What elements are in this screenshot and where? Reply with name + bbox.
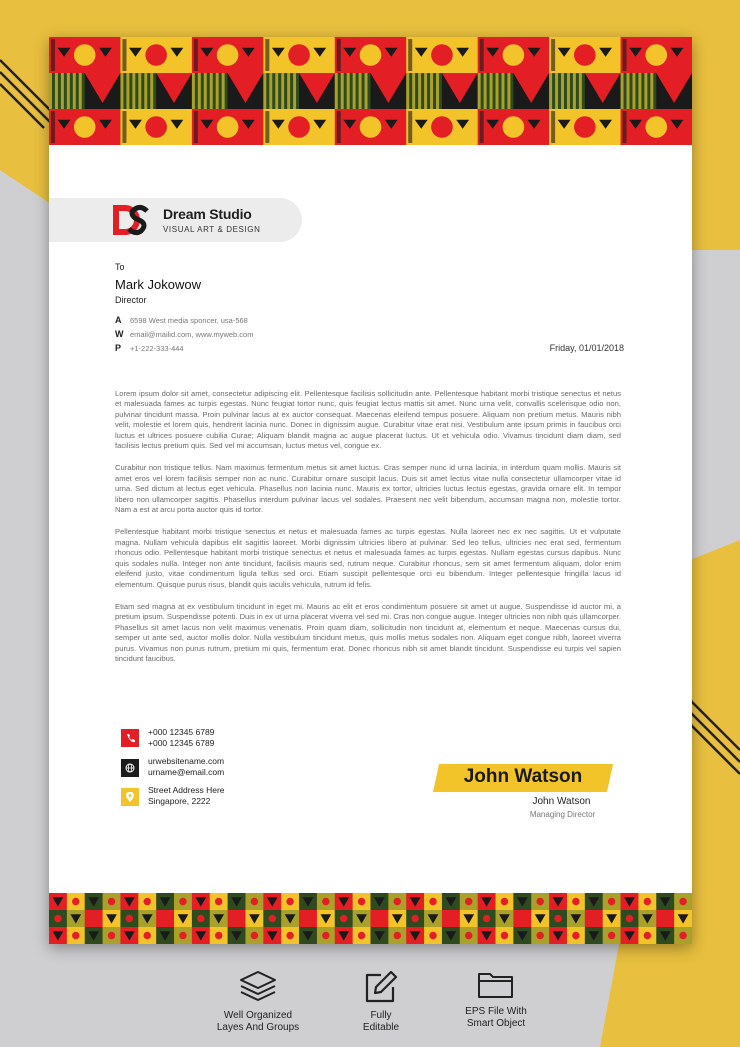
logo-mark <box>111 203 151 237</box>
folder-icon <box>477 970 515 1000</box>
recipient-phone: P +1-222-333-444 <box>115 343 184 353</box>
feature-eps: EPS File With Smart Object <box>446 970 546 1030</box>
top-pattern-band <box>49 37 692 145</box>
signatory-name: John Watson <box>532 796 591 807</box>
logo-block <box>49 198 302 242</box>
bottom-pattern-band <box>49 893 692 944</box>
recipient-name: Mark Jokowow <box>115 277 201 292</box>
sender-web: urwebsitename.com urname@email.com <box>148 756 225 777</box>
body-paragraph: Lorem ipsum dolor sit amet, consectetur adipiscing elit. Pellentesque facilisis sollicitudin ante. Pellentesque habitant morbi tristique senectus et netus et malesuada fames ac turpis egestas. Nunc feugiat tortor nunc, quis feugiat lectus mattis sit amet. Nunc urna velit, convallis scelerisque odio non, pulvinar tincidunt massa. Proin pulvinar lacus at ex auctor consequat. Maecenas eleifend tempus posuere. Aliquam non pretium metus. Mauris nibh velit, molestie et lorem quis, hendrerit lacinia nunc. Donec in dignissim augue. Curabitur vitae erat nisi. Vestibulum ante ipsum primis in faucibus orci luctus et ultrices posuere cubilia Curae; Aliquam blandit magna ac augue placerat luctus. Ut et vehicula odio. Vivamus tincidunt diam diam, sed facilisis lectus pretium quis. Sed vel mi accumsan, luctus metus vel, congue ex. <box>115 389 621 451</box>
body-paragraph: Pellentesque habitant morbi tristique senectus et netus et malesuada fames ac turpis egestas. Nulla laoreet nec ex nec sagittis. Ut et vulputate magna. Nullam vehicula dapibus elit sagittis laoreet. Morbi dignissim ultricies libero at pulvinar. Sed leo tellus, ultricies nec erat sed, fermentum rhoncus odio. Pellentesque habitant morbi tristique senectus et netus et malesuada fames ac turpis egestas. Nullam egestas cursus dapibus. Nunc quis sodales nulla. Integer non ante tincidunt, facilisis mauris sed, rutrum neque. Curabitur rhoncus, sem sit amet fermentum aliquam, dolor enim eleifend justo, vitae condimentum ligula tellus sed orci. Etiam suscipit pellentesque orci eu bibendum. Integer pellentesque fringilla lacus id elementum. Quisque purus risus, blandit quis iaculis vehicula, rutrum id felis. <box>115 527 621 589</box>
sender-address: Street Address Here Singapore, 2222 <box>148 785 225 806</box>
brand-name: Dream Studio <box>163 206 252 222</box>
signature-script: John Watson <box>463 766 583 787</box>
globe-icon <box>121 759 139 777</box>
body-paragraph: Curabitur non tristique tellus. Nam maximus fermentum metus sit amet luctus. Cras semper nunc id urna lacinia, in interdum quam mollis. Mauris sit amet eros vel lorem facilisis semper non ac nunc. Curabitur ornare suscipit lacus. Duis sit amet lectus vitae nulla consectetur ullamcorper vitae id urna. Sed dictum at lectus eget vehicula. Phasellus non lacinia nunc. Mauris ex tortor, ultricies luctus lectus egestas, gravida ornare elit. In tempor libero non ullamcorper sagittis. Phasellus interdum pulvinar lacus vel sodales. Praesent nec velit bibendum, accumsan magna non, molestie tortor. Nam a est at arcu porta auctor quis id tortor. <box>115 463 621 515</box>
feature-editable: Fully Editable <box>341 970 421 1034</box>
sender-phones: +000 12345 6789 +000 12345 6789 <box>148 727 215 748</box>
location-pin-icon <box>121 788 139 806</box>
edit-icon <box>363 970 399 1004</box>
feature-layers: Well Organized Layes And Groups <box>196 970 320 1034</box>
recipient-role: Director <box>115 295 147 305</box>
recipient-web: W email@mailid.com, www.myweb.com <box>115 329 254 339</box>
phone-icon <box>121 729 139 747</box>
recipient-address: A 6598 West media sponcer, usa-568 <box>115 315 248 325</box>
letterhead-sheet <box>49 37 692 944</box>
to-label: To <box>115 262 125 272</box>
letter-body <box>115 389 621 676</box>
layers-icon <box>238 970 278 1004</box>
body-paragraph: Etiam sed magna at ex vestibulum tincidunt in eget mi. Mauris ac elit et eros condimentum posuere sit amet ut augue. Suspendisse id auctor mi, a pretium ipsum. Suspendisse potenti. Duis in ex ut urna placerat viverra vel sed mi. Cras non congue augue. Integer ultricies non nibh quis ullamcorper. Phasellus sit amet lacus non velit maximus venenatis. Proin quam diam, sollicitudin non tincidunt at, elementum et neque. Maecenas cursus dui, semper ut ante sed, auctor mollis dolor. Nulla vestibulum tincidunt metus, quis mollis metus sodales non. Aliquam eget congue nibh, laoreet viverra purus. Vivamus non purus rutrum, pretium mi quis, fermentum erat. Donec rhoncus nibh sit amet blandit tincidunt. Suspendisse eu turpis vel sapien tincidunt faucibus. <box>115 601 621 663</box>
letter-date: Friday, 01/01/2018 <box>549 343 624 353</box>
brand-tagline: VISUAL ART & DESIGN <box>163 225 261 234</box>
signatory-title: Managing Director <box>529 810 596 819</box>
